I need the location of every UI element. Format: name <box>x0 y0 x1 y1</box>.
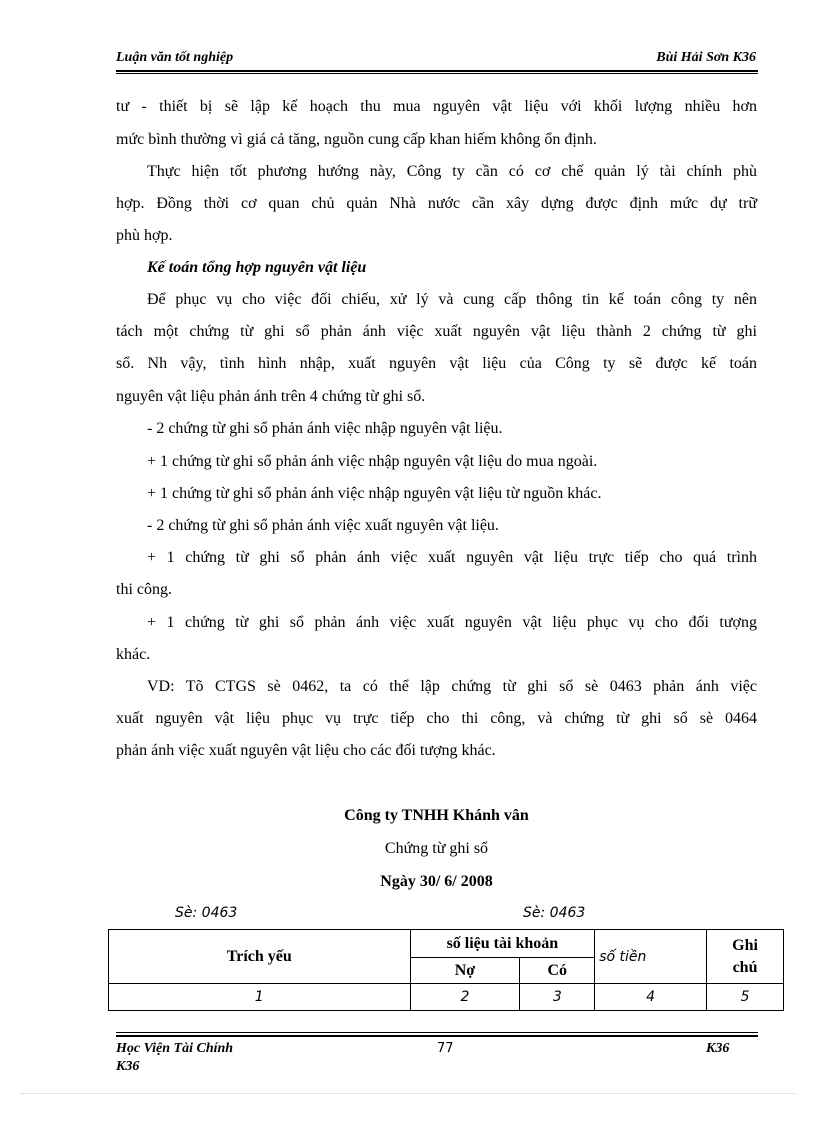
bullet-line: - 2 chứng từ ghi sổ phản ánh việc nhập nguyên vật liệu. <box>147 420 503 437</box>
header-ghi-chu <box>707 930 784 984</box>
voucher-date: Ngày 30/ 6/ 2008 <box>380 873 493 890</box>
header-trich-yeu: Trích yếu <box>109 930 411 984</box>
text-line: mức bình thường vì giá cả tăng, nguồn cung cấp khan hiếm không ổn định. <box>116 131 597 148</box>
footer-right: K36 <box>706 1041 730 1056</box>
text-line: sổ. Nh vậy, tình hình nhập, xuất nguyên vật liệu của Công ty sẽ được kế toán <box>116 355 757 372</box>
header-so-lieu: số liệu tài khoản <box>410 930 595 958</box>
section-heading: Kế toán tổng hợp nguyên vật liệu <box>147 259 367 276</box>
header-right: Bùi Hải Sơn K36 <box>656 50 756 65</box>
header-ghi: Ghi <box>732 936 758 954</box>
table-cell: 2 <box>410 984 520 1011</box>
text-line: xuất nguyên vật liệu phục vụ trực tiếp cho thi công, và chứng từ ghi sổ sè 0464 <box>116 710 757 727</box>
footer-rule <box>116 1035 758 1037</box>
header-rule-thin <box>116 73 758 74</box>
text-line: phản ánh việc xuất nguyên vật liệu cho các đối tượng khác. <box>116 742 496 759</box>
voucher-title: Chứng từ ghi sổ <box>384 840 489 857</box>
text-line: tư - thiết bị sẽ lập kế hoạch thu mua nguyên vật liệu với khối lượng nhiều hơn <box>116 98 757 115</box>
header-rule <box>116 70 758 72</box>
header-so-tien: số tiền <box>595 930 707 984</box>
table-cell: 4 <box>595 984 707 1011</box>
text-line: Để phục vụ cho việc đối chiếu, xử lý và cung cấp thông tin kế toán công ty nên <box>147 291 757 308</box>
footer-rule-thin <box>116 1032 758 1033</box>
bullet-line: + 1 chứng từ ghi sổ phản ánh việc xuất nguyên vật liệu trực tiếp cho quá trình <box>147 549 757 566</box>
text-line: nguyên vật liệu phản ánh trên 4 chứng từ ghi sổ. <box>116 388 426 405</box>
text-line: Thực hiện tốt phương hướng này, Công ty cần có cơ chế quản lý tài chính phù <box>147 163 757 180</box>
page-number: 77 <box>437 1041 454 1056</box>
header-co: Có <box>520 958 595 984</box>
footer-left: Học Viện Tài Chính <box>116 1041 234 1056</box>
table-row <box>109 984 784 1011</box>
company-name: Công ty TNHH Khánh vân <box>344 807 529 824</box>
bullet-line: thi công. <box>116 581 172 598</box>
voucher-number-right: Sè: 0463 <box>523 905 586 921</box>
page-edge <box>20 1093 796 1094</box>
text-line: tách một chứng từ ghi sổ phản ánh việc xuất nguyên vật liệu thành 2 chứng từ ghi <box>116 323 757 340</box>
voucher-number-left: Sè: 0463 <box>175 905 238 921</box>
bullet-line: + 1 chứng từ ghi sổ phản ánh việc xuất nguyên vật liệu phục vụ cho đối tượng <box>147 614 757 631</box>
bullet-line: khác. <box>116 646 151 663</box>
text-line: phù hợp. <box>116 227 173 244</box>
bullet-line: - 2 chứng từ ghi sổ phản ánh việc xuất nguyên vật liệu. <box>147 517 499 534</box>
bullet-line: + 1 chứng từ ghi sổ phản ánh việc nhập nguyên vật liệu do mua ngoài. <box>147 453 598 470</box>
text-line: VD: Tõ CTGS sè 0462, ta có thể lập chứng từ ghi sổ sè 0463 phản ánh việc <box>147 678 757 695</box>
header-left: Luận văn tốt nghiệp <box>116 50 234 65</box>
header-chu: chú <box>732 958 758 976</box>
bullet-line: + 1 chứng từ ghi sổ phản ánh việc nhập nguyên vật liệu từ nguồn khác. <box>147 485 602 502</box>
table-cell: 5 <box>707 984 784 1011</box>
header-no: Nợ <box>410 958 520 984</box>
table-cell: 1 <box>109 984 411 1011</box>
footer-left-2: K36 <box>116 1059 140 1074</box>
table-cell: 3 <box>520 984 595 1011</box>
page-header <box>116 50 756 70</box>
text-line: hợp. Đồng thời cơ quan chủ quản Nhà nước cần xây dựng được định mức dự trữ <box>116 195 757 212</box>
voucher-table <box>108 929 784 1011</box>
